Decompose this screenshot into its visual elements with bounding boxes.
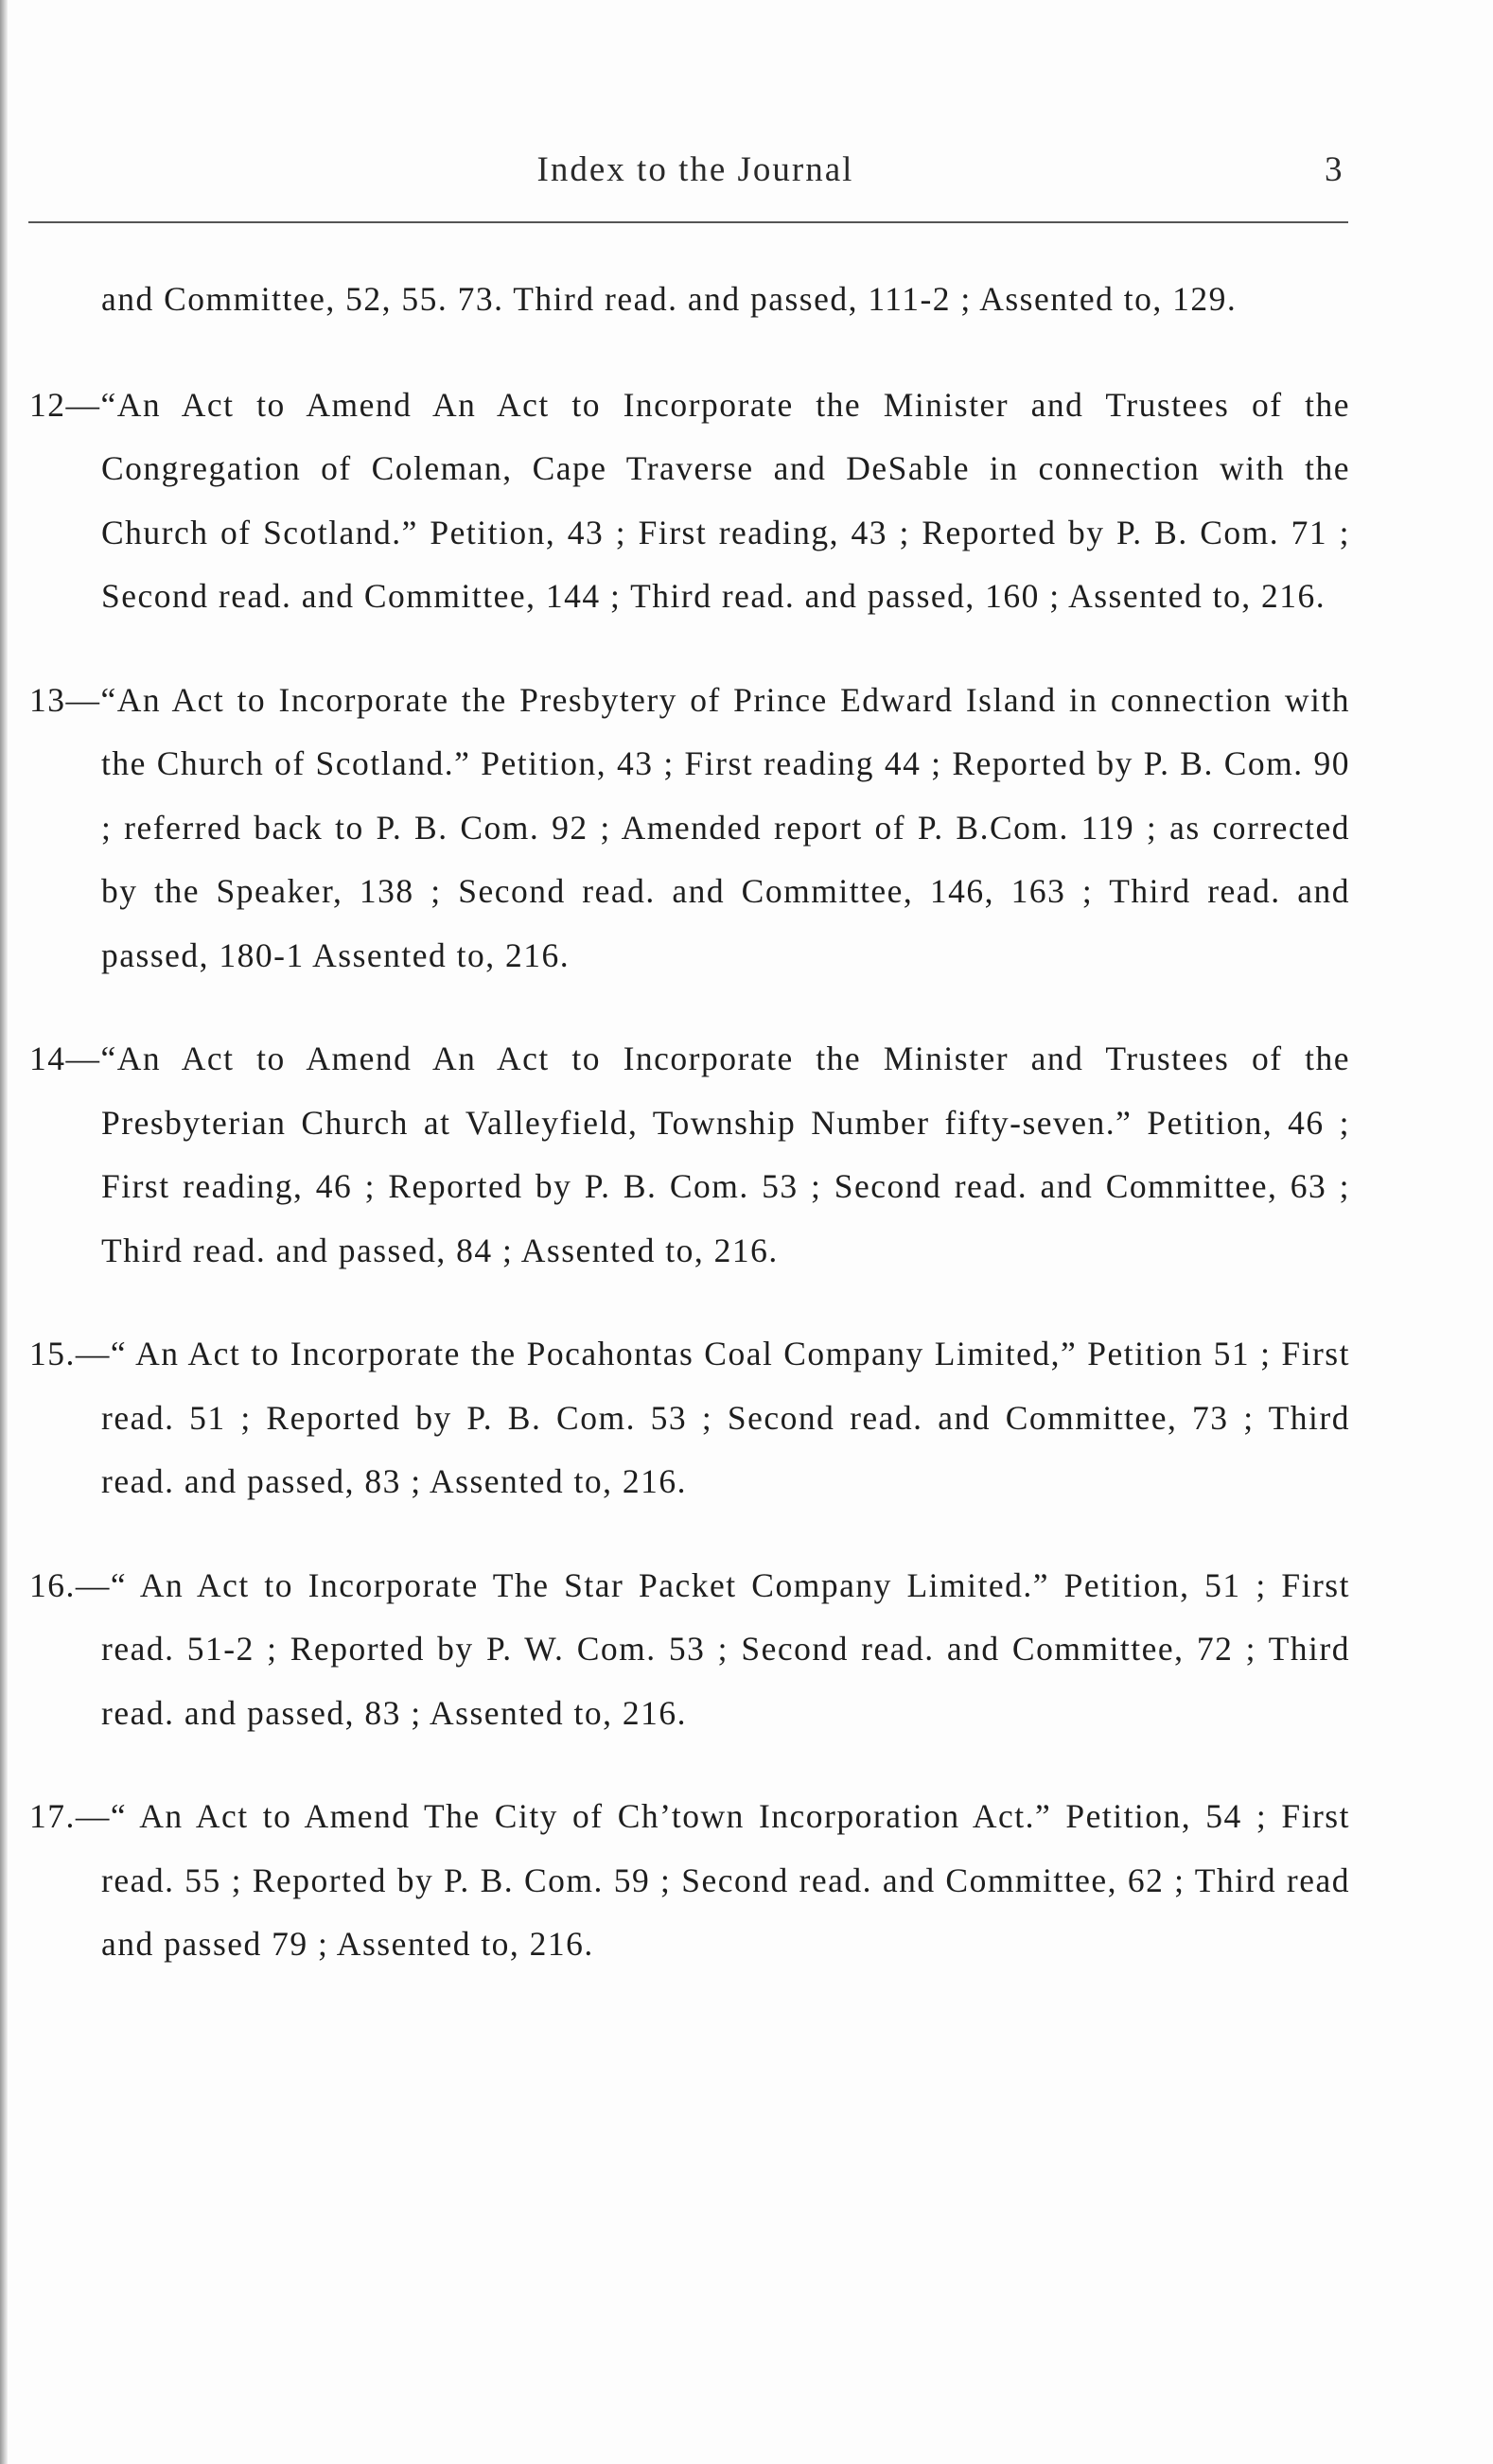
index-entry-15: 15.—“ An Act to Incorporate the Pocahontas Coal Company Limited,” Petition 51 ; First read. 51 ; Reported by P. B. Com. 53 ; Second read. and Committee, 73 ; Third read. and passed, 83 ; Assented to, 216.	[29, 1335, 1350, 1500]
index-entry-14: 14—“An Act to Amend An Act to Incorporate the Minister and Trustees of the Presbyterian Church at Valleyfield, Township Number fifty-seven.” Petition, 46 ; First reading, 46 ; Reported by P. B. Com. 53 ; Second read. and Committee, 63 ; Third read. and passed, 84 ; Assented to, 216.	[29, 1040, 1350, 1269]
header-rule	[28, 221, 1348, 223]
index-entry-17: 17.—“ An Act to Amend The City of Ch’town Incorporation Act.” Petition, 54 ; First read. 55 ; Reported by P. B. Com. 59 ; Second read. and Committee, 62 ; Third read and passed 79 ; Assented to, 216.	[29, 1797, 1350, 1963]
index-entry-16: 16.—“ An Act to Incorporate The Star Packet Company Limited.” Petition, 51 ; First read. 51-2 ; Reported by P. W. Com. 53 ; Second read. and Committee, 72 ; Third read. and passed, 83 ; Assented to, 216.	[29, 1565, 1350, 1732]
running-head	[0, 149, 1493, 197]
running-head-title: Index to the Journal	[536, 150, 854, 189]
page-number: 3	[1325, 150, 1343, 189]
index-entry-12: 12—“An Act to Amend An Act to Incorporate the Minister and Trustees of the Congregation of Coleman, Cape Traverse and DeSable in connection with the Church of Scotland.” Petition, 43 ; First reading, 43 ; Reported by P. B. Com. 71 ; Second read. and Committee, 144 ; Third read. and passed, 160 ; Assented to, 216.	[29, 385, 1350, 615]
index-entries	[0, 268, 1493, 2017]
index-entry-13: 13—“An Act to Incorporate the Presbytery of Prince Edward Island in connection with the Church of Scotland.” Petition, 43 ; First reading 44 ; Reported by P. B. Com. 90 ; referred back to P. B. Com. 92 ; Amended report of P. B.Com. 119 ; as corrected by the Speaker, 138 ; Second read. and Committee, 146, 163 ; Third read. and passed, 180-1 Assented to, 216.	[29, 680, 1350, 974]
index-entry-continued: and Committee, 52, 55. 73. Third read. and passed, 111-2 ; Assented to, 129.	[101, 280, 1238, 318]
